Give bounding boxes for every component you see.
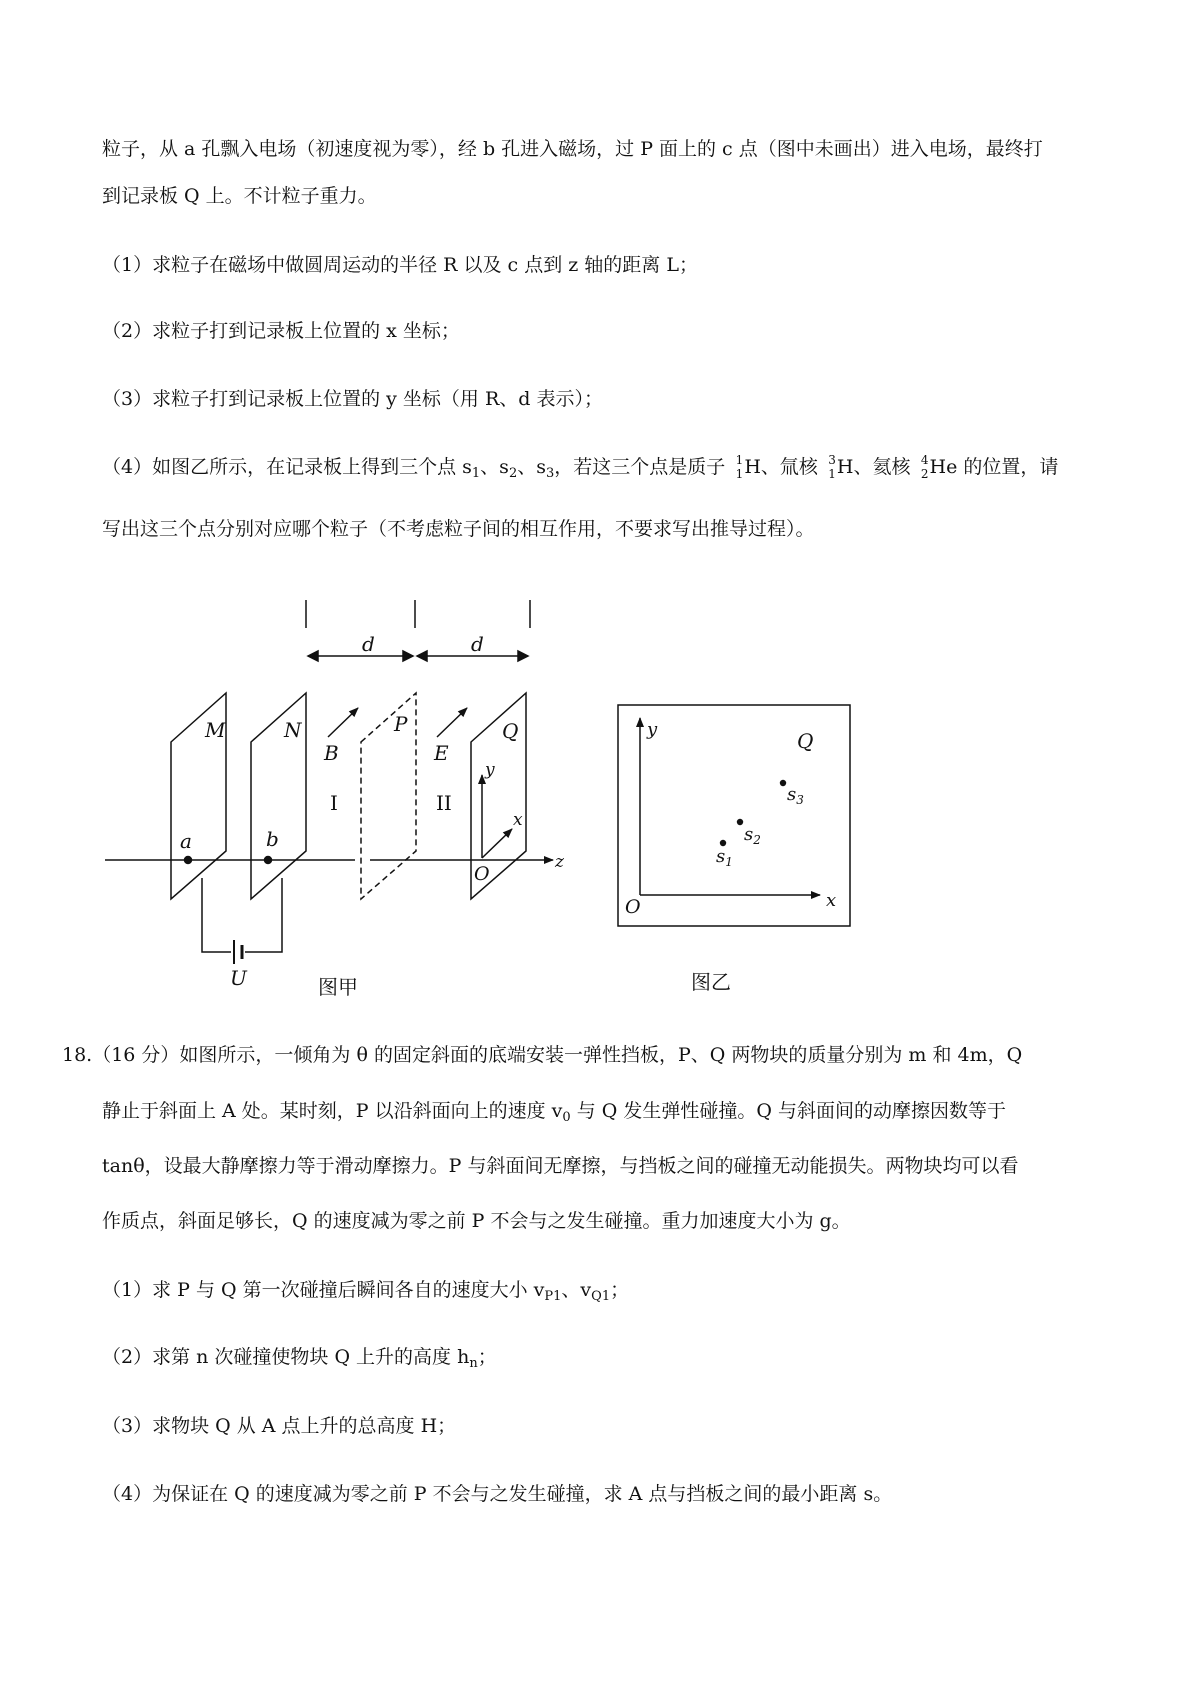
proton-symbol: H、氚核 (744, 456, 824, 478)
p18-q2-end: ； (477, 1346, 497, 1368)
label-d1: d (362, 632, 375, 656)
p17-question-1: （1）求粒子在磁场中做圆周运动的半径 R 以及 c 点到 z 轴的距离 L； (102, 254, 698, 276)
helium-atomic-number: 2 (920, 467, 929, 481)
e-field-arrow (437, 708, 467, 737)
proton-mass-number: 1 (735, 453, 744, 467)
p18-question-1 (102, 1281, 629, 1303)
p17-intro-line2: 到记录板 Q 上。不计粒子重力。 (102, 185, 377, 207)
vq1-subscript: Q1 (591, 1289, 611, 1304)
yi-label-s3 (787, 784, 804, 807)
s1-sub: 1 (725, 855, 733, 869)
hole-a (185, 857, 192, 864)
s3-subscript: 3 (545, 466, 555, 481)
p18-line3: tanθ，设最大静摩擦力等于滑动摩擦力。P 与斜面间无摩擦，与挡板之间的碰撞无动能损失。两物块均可以看 (102, 1155, 1019, 1177)
s3-sub: 3 (796, 793, 804, 807)
hole-b (265, 857, 272, 864)
label-m: M (205, 718, 226, 742)
yi-label-s1 (716, 846, 733, 869)
b-field-arrow (328, 708, 358, 737)
q4-text-b: ，若这三个点是质子 (554, 456, 732, 478)
label-local-x: x (513, 810, 523, 830)
label-d2: d (471, 632, 484, 656)
label-n: N (284, 718, 302, 742)
q4-sep1: 、s (480, 456, 509, 478)
p18-question-3: （3）求物块 Q 从 A 点上升的总高度 H； (102, 1415, 457, 1437)
label-local-y: y (485, 760, 495, 780)
label-z: z (555, 852, 564, 872)
p18-line2-a: 静止于斜面上 A 处。某时刻，P 以沿斜面向上的速度 v (102, 1100, 563, 1122)
p18-question-2 (102, 1348, 497, 1370)
label-e-field: E (434, 741, 449, 765)
s3-letter: s (787, 784, 797, 805)
point-s3 (780, 780, 786, 786)
vp1-subscript: P1 (544, 1289, 562, 1304)
q4-sep2: 、s (517, 456, 546, 478)
p18-q1-a: （1）求 P 与 Q 第一次碰撞后瞬间各自的速度大小 v (102, 1279, 545, 1301)
label-b: b (266, 827, 279, 851)
p17-question-3: （3）求粒子打到记录板上位置的 y 坐标（用 R、d 表示）； (102, 388, 603, 410)
point-s2 (737, 819, 743, 825)
yi-label-x: x (826, 890, 837, 911)
label-q: Q (502, 719, 519, 743)
p18-q1-sep: 、v (561, 1279, 592, 1301)
s2-sub: 2 (753, 833, 761, 847)
plate-p (361, 693, 416, 899)
s2-letter: s (744, 824, 754, 845)
hn-subscript: n (469, 1356, 478, 1371)
yi-label-origin: O (625, 896, 641, 918)
caption-yi: 图乙 (691, 970, 731, 994)
yi-label-q: Q (797, 729, 814, 753)
v0-subscript: 0 (562, 1110, 571, 1125)
figure-jia (105, 600, 553, 964)
p17-intro-line1: 粒子，从 a 孔飘入电场（初速度视为零），经 b 孔进入磁场，过 P 面上的 c 点（图中未画出）进入电场，最终打 (102, 138, 1043, 160)
p17-question-2: （2）求粒子打到记录板上位置的 x 坐标； (102, 320, 460, 342)
label-a: a (180, 829, 192, 853)
p18-line4: 作质点，斜面足够长，Q 的速度减为零之前 P 不会与之发生碰撞。重力加速度大小为 g。 (102, 1210, 851, 1232)
s2-subscript: 2 (508, 466, 518, 481)
p18-line2-b: 与 Q 发生弹性碰撞。Q 与斜面间的动摩擦因数等于 (570, 1100, 1007, 1122)
p18-q1-end: ； (610, 1279, 630, 1301)
proton-atomic-number: 1 (735, 467, 744, 481)
s1-letter: s (716, 846, 726, 867)
label-b-field: B (324, 741, 339, 765)
p18-line1: 18.（16 分）如图所示，一倾角为 θ 的固定斜面的底端安装一弹性挡板，P、Q 两物块的质量分别为 m 和 4m，Q (62, 1044, 1023, 1066)
triton-atomic-number: 1 (828, 467, 836, 481)
figure-yi-labels (625, 719, 836, 918)
label-p: P (394, 712, 408, 736)
yi-label-y: y (647, 719, 658, 740)
helium-mass-number: 4 (920, 453, 929, 467)
label-region-1: I (330, 791, 338, 815)
triton-symbol: H、氦核 (836, 456, 917, 478)
helium-symbol: He 的位置，请 (929, 456, 1059, 478)
triton-mass-number: 3 (828, 453, 836, 467)
s1-subscript: 1 (471, 466, 481, 481)
label-u: U (230, 966, 247, 990)
caption-jia: 图甲 (318, 975, 358, 999)
circuit-left-wire (202, 878, 231, 952)
yi-label-s2 (744, 824, 761, 847)
p17-question-4-line2: 写出这三个点分别对应哪个粒子（不考虑粒子间的相互作用，不要求写出推导过程）。 (102, 518, 815, 540)
q4-text-a: （4）如图乙所示，在记录板上得到三个点 s (102, 456, 472, 478)
label-origin-jia: O (474, 863, 490, 885)
p18-question-4: （4）为保证在 Q 的速度减为零之前 P 不会与之发生碰撞，求 A 点与挡板之间的最小距离 s。 (102, 1483, 893, 1505)
p18-line2 (102, 1102, 1006, 1124)
p18-q2-a: （2）求第 n 次碰撞使物块 Q 上升的高度 h (102, 1346, 470, 1368)
label-region-2: II (436, 791, 452, 815)
